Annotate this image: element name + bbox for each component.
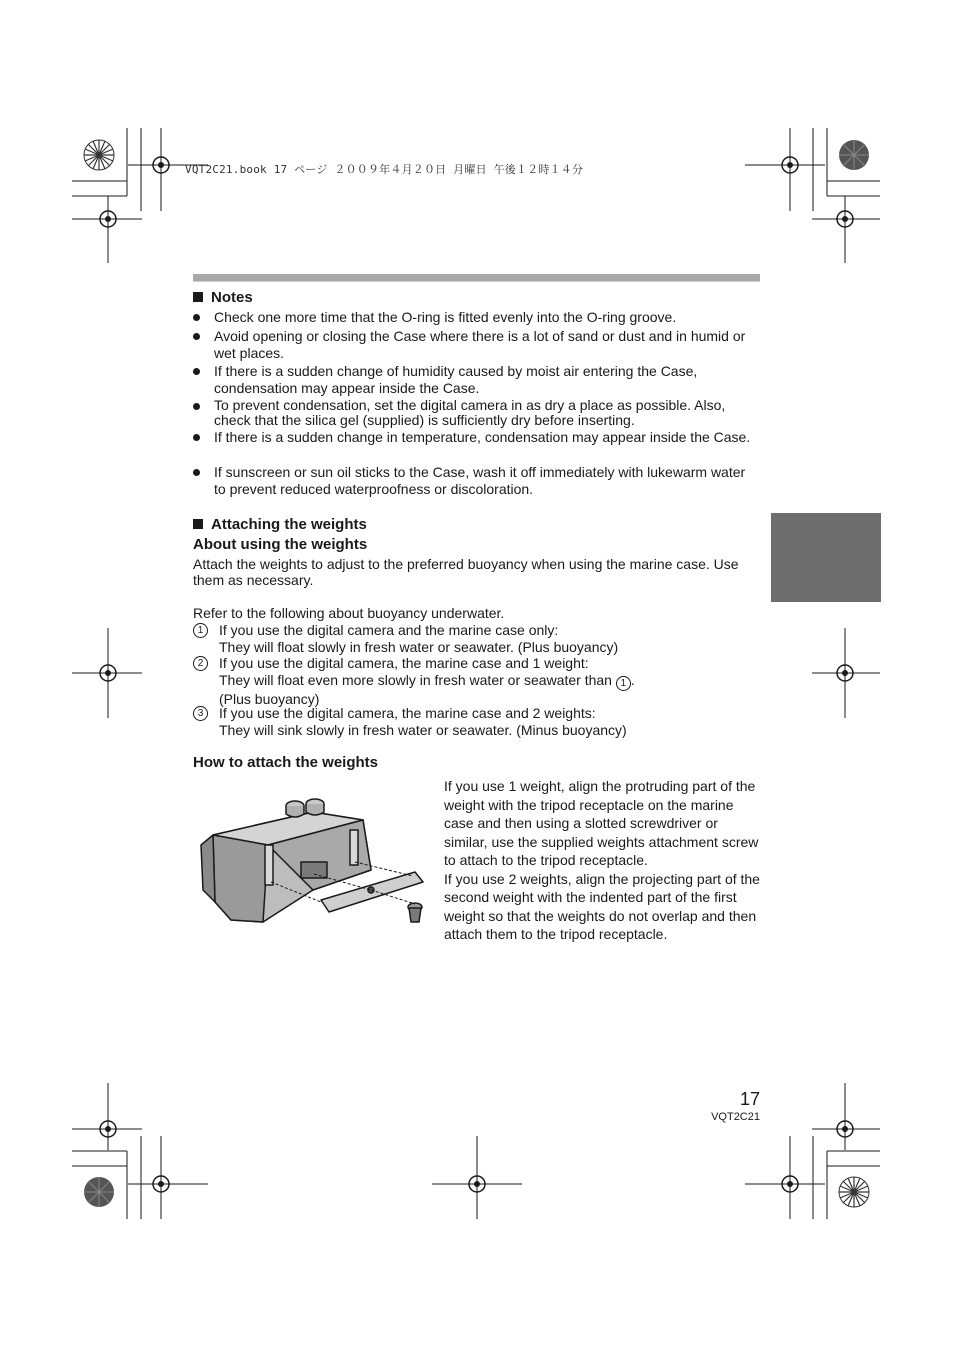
list-item: To prevent condensation, set the digital camera in as dry a place as possible. Also, check that the silica gel (supplied) is sufficiently dry before inserting.: [193, 398, 760, 428]
refer-text: Refer to the following about buoyancy underwater.: [193, 605, 505, 621]
about-heading: About using the weights: [193, 536, 368, 553]
bullet-icon: [193, 368, 200, 375]
circled-number: 2: [193, 656, 208, 671]
notes-heading: Notes: [193, 289, 253, 306]
bullet-icon: [193, 314, 200, 321]
how-text-1: If you use 1 weight, align the protruding part of the weight with the tripod receptacle on the marine case and then using a slotted screwdriver or similar, use the supplied weights attachment screw to attach to the tripod receptacle.: [444, 778, 759, 868]
section-top-bar: [193, 274, 760, 282]
list-item: Check one more time that the O-ring is fitted evenly into the O-ring groove.: [193, 309, 760, 326]
circled-number: 1: [193, 623, 208, 638]
bullet-icon: [193, 434, 200, 441]
circled-number: 3: [193, 706, 208, 721]
how-to-attach-text: [444, 777, 762, 944]
weights-heading: Attaching the weights: [193, 516, 367, 533]
print-header: VQT2C21.book 17 ページ ２００９年４月２０日 月曜日 午後１２時１４分: [185, 163, 584, 176]
how-heading: How to attach the weights: [193, 754, 379, 771]
list-item: 3 If you use the digital camera, the marine case and 2 weights: They will sink slowly in fresh water or seawater. (Minus buoyancy): [193, 705, 760, 739]
bullet-icon: [193, 469, 200, 476]
bullet-icon: [193, 403, 200, 410]
marine-case-weight-illustration: [193, 790, 433, 940]
side-tab: [771, 513, 881, 602]
list-item: If there is a sudden change of humidity caused by moist air entering the Case, condensation may appear inside the Case.: [193, 363, 760, 397]
list-item: 1 If you use the digital camera and the marine case only: They will float slowly in fresh water or seawater. (Plus buoyancy): [193, 622, 760, 656]
square-bullet-icon: [193, 292, 203, 302]
square-bullet-icon: [193, 519, 203, 529]
page-number: 17: [739, 1089, 760, 1109]
bullet-icon: [193, 333, 200, 340]
how-text-2: If you use 2 weights, align the projecting part of the second weight with the indented part of the first weight so that the weights do not overlap and then attach them to the tripod receptacle.: [444, 870, 760, 942]
list-item: 2 If you use the digital camera, the marine case and 1 weight: They will float even more slowly in fresh water or seawater than 1 . (Plus buoyancy): [193, 655, 760, 708]
about-text: Attach the weights to adjust to the preferred buoyancy when using the marine case. Use them as necessary.: [193, 556, 739, 588]
list-item: Avoid opening or closing the Case where there is a lot of sand or dust and in humid or wet places.: [193, 328, 760, 362]
model-code: VQT2C21: [711, 1111, 760, 1123]
circled-number-ref: 1: [616, 676, 631, 691]
list-item: If there is a sudden change in temperature, condensation may appear inside the Case.: [193, 429, 760, 446]
list-item: If sunscreen or sun oil sticks to the Case, wash it off immediately with lukewarm water to prevent reduced waterproofness or discoloration.: [193, 464, 760, 498]
